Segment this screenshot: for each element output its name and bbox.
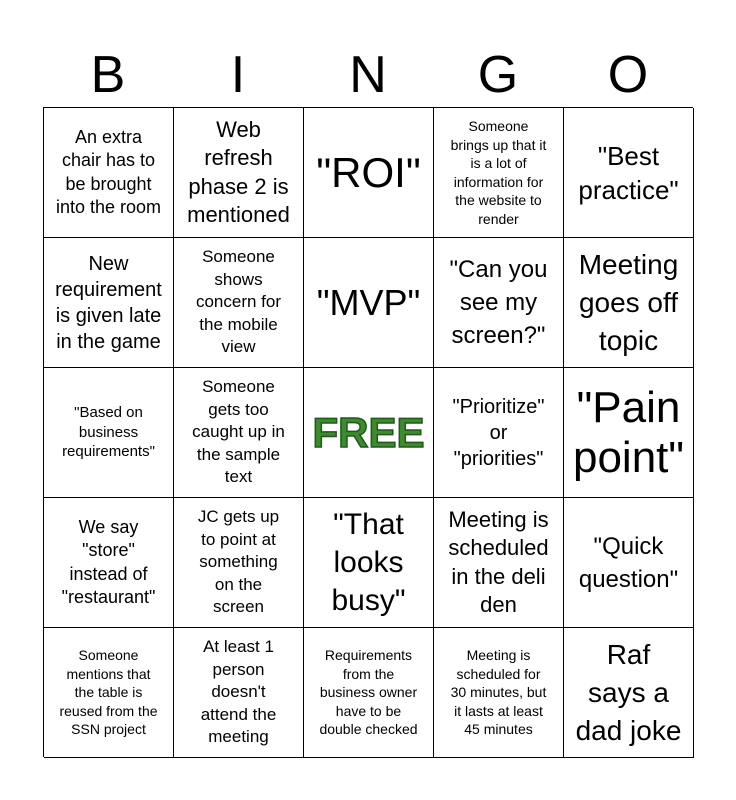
bingo-cell-r3c1[interactable]: [44, 368, 174, 498]
bingo-cell-r4c4[interactable]: [434, 498, 564, 628]
bingo-cell-r4c2[interactable]: [174, 498, 304, 628]
bingo-cell-r5c4[interactable]: [434, 628, 564, 758]
bingo-cell-r3c2[interactable]: [174, 368, 304, 498]
cell-text: We say "store" instead of "restaurant": [61, 516, 156, 607]
cell-text: "Based on business requirements": [62, 404, 155, 461]
free-label: FREE: [312, 408, 425, 456]
bingo-cell-r1c2[interactable]: [174, 108, 304, 238]
cell-text: JC gets up to point at something on the screen: [197, 507, 280, 617]
header-letter-g: G: [477, 46, 519, 104]
cell-text: Web refresh phase 2 is mentioned: [187, 116, 290, 227]
cell-text: Raf says a dad joke: [575, 638, 682, 746]
bingo-cell-r2c2[interactable]: [174, 238, 304, 368]
bingo-header: [43, 44, 693, 106]
header-letter-i: I: [230, 46, 246, 104]
cell-text: Meeting is scheduled for 30 minutes, but it lasts at least 45 minutes: [450, 647, 547, 738]
cell-text: Meeting is scheduled in the deli den: [448, 506, 549, 617]
header-letter-o: O: [607, 46, 649, 104]
bingo-cell-r4c1[interactable]: [44, 498, 174, 628]
cell-text: Someone brings up that it is a lot of information for the website to render: [450, 118, 547, 227]
bingo-cell-r3c5[interactable]: [564, 368, 694, 498]
cell-text: At least 1 person doesn't attend the meeting: [200, 637, 277, 747]
bingo-cell-r1c5[interactable]: [564, 108, 694, 238]
bingo-board: [43, 107, 693, 757]
cell-text: "Can you see my screen?": [449, 256, 548, 349]
bingo-cell-r2c1[interactable]: [44, 238, 174, 368]
bingo-cell-r2c3[interactable]: [304, 238, 434, 368]
free-space[interactable]: [304, 368, 434, 498]
bingo-cell-r1c1[interactable]: [44, 108, 174, 238]
cell-text: "Pain point": [572, 382, 685, 482]
bingo-cell-r4c5[interactable]: [564, 498, 694, 628]
cell-text: "ROI": [316, 148, 421, 196]
bingo-cell-r5c1[interactable]: [44, 628, 174, 758]
cell-text: "That looks busy": [331, 507, 406, 617]
cell-text: "Best practice": [578, 140, 679, 205]
cell-text: "Quick question": [578, 532, 679, 593]
bingo-cell-r3c4[interactable]: [434, 368, 564, 498]
cell-text: "Prioritize" or "priorities": [452, 395, 545, 470]
bingo-cell-r2c5[interactable]: [564, 238, 694, 368]
cell-text: Meeting goes off topic: [578, 248, 679, 356]
bingo-cell-r1c4[interactable]: [434, 108, 564, 238]
cell-text: New requirement is given late in the game: [55, 252, 162, 353]
bingo-cell-r4c3[interactable]: [304, 498, 434, 628]
cell-text: Someone shows concern for the mobile view: [195, 247, 282, 357]
cell-text: Someone mentions that the table is reused from the SSN project: [59, 647, 158, 738]
cell-text: An extra chair has to be brought into the room: [55, 126, 162, 217]
bingo-cell-r5c3[interactable]: [304, 628, 434, 758]
bingo-cell-r5c5[interactable]: [564, 628, 694, 758]
header-letter-b: B: [90, 46, 126, 104]
header-letter-n: N: [349, 46, 387, 104]
bingo-cell-r2c4[interactable]: [434, 238, 564, 368]
cell-text: Requirements from the business owner have to be double checked: [319, 647, 418, 738]
cell-text: Someone gets too caught up in the sample text: [192, 377, 285, 487]
bingo-cell-r5c2[interactable]: [174, 628, 304, 758]
bingo-cell-r1c3[interactable]: [304, 108, 434, 238]
cell-text: "MVP": [316, 282, 421, 323]
